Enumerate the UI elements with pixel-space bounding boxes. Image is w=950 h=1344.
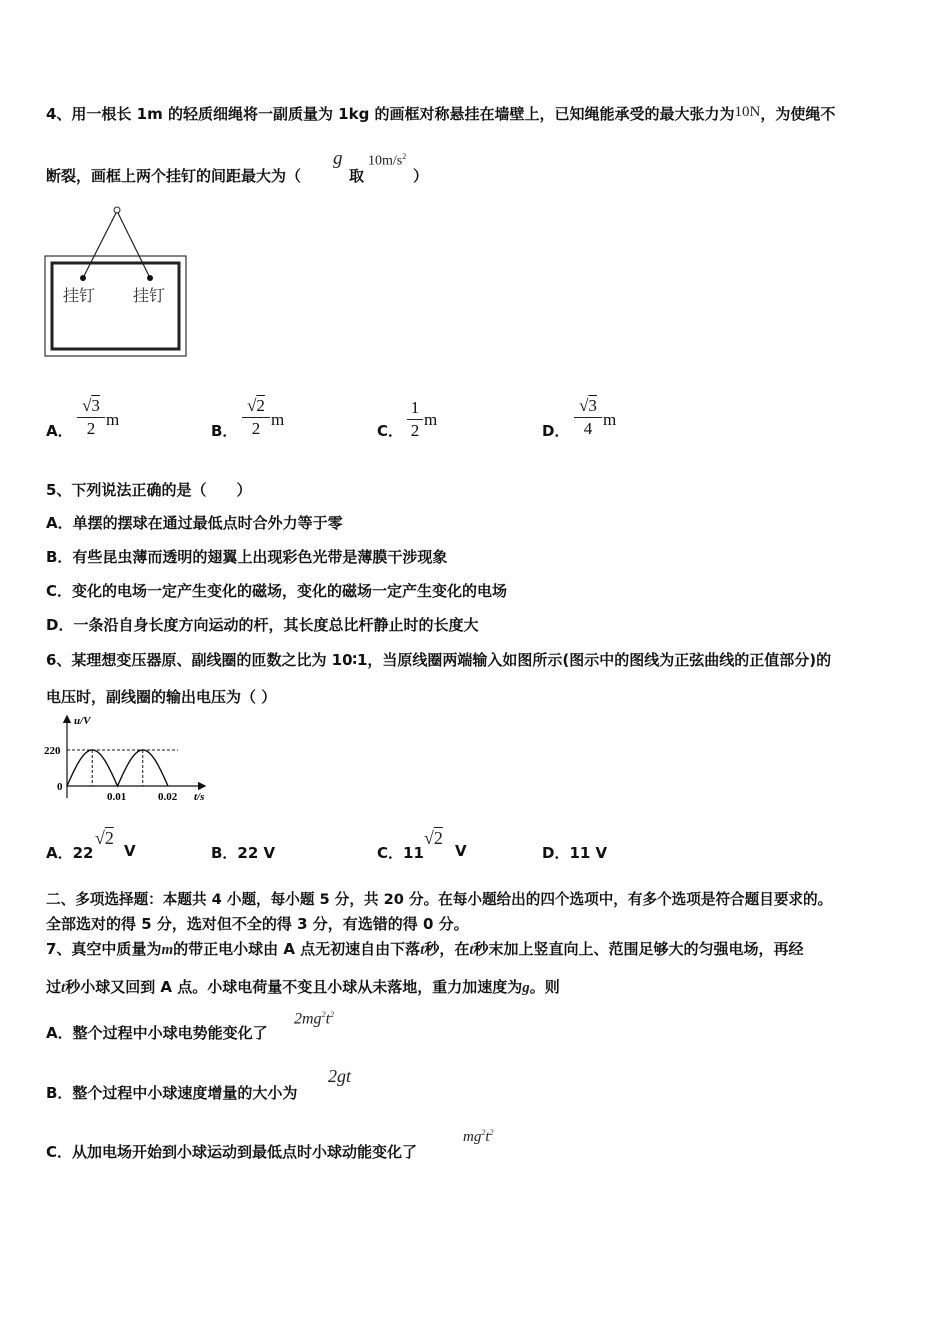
- q5-stem: 5、下列说法正确的是（ ）: [46, 481, 252, 499]
- q7-l1c: 秒，在: [424, 940, 470, 958]
- q6-option-c-radical: √2: [424, 828, 443, 848]
- q4-g-value-text: 10m/s: [368, 153, 403, 169]
- q4-option-a-label[interactable]: A．: [46, 422, 73, 440]
- q4-take: 取: [349, 167, 365, 185]
- expr: 2mg: [294, 1010, 322, 1028]
- q6-option-c-unit: V: [455, 842, 467, 860]
- t: t: [325, 1010, 331, 1028]
- q7-line2: [46, 976, 560, 997]
- section2-line2: 全部选对的得 5 分，选对但不全的得 3 分，有选错的得 0 分。: [46, 915, 469, 933]
- q4-option-a-unit: m: [106, 410, 120, 429]
- q4-option-d-label[interactable]: D．: [542, 422, 570, 440]
- q4-option-c-unit: m: [424, 410, 438, 429]
- q5-option-b[interactable]: B．有些昆虫薄而透明的翅翼上出现彩色光带是薄膜干涉现象: [46, 548, 448, 566]
- numerator: 1: [410, 398, 420, 417]
- denominator: 2: [251, 419, 261, 438]
- nail-label-right: 挂钉: [133, 286, 166, 305]
- q7-l1b: 的带正电小球由 A 点无初速自由下落: [173, 940, 421, 958]
- radical: √2: [247, 396, 265, 415]
- q7-l1d: 秒末加上竖直向上、范围足够大的匀强电场，再经: [473, 940, 804, 958]
- q7-option-b-expr: 2gt: [328, 1066, 352, 1086]
- q6-line2: 电压时，副线圈的输出电压为（ ）: [46, 688, 277, 706]
- q4-line2: [46, 165, 301, 186]
- q4-line1-end: ，为使绳不: [760, 105, 836, 123]
- exp1: 2: [481, 1128, 486, 1137]
- fraction-bar: [77, 417, 105, 418]
- radicand: 3: [588, 396, 597, 415]
- denominator: 4: [583, 419, 593, 438]
- nail-label-left: 挂钉: [63, 286, 96, 305]
- radical: √3: [82, 396, 100, 415]
- y-tick-220: 220: [44, 745, 61, 757]
- exp2: 2: [330, 1010, 335, 1019]
- q7-t1: t: [420, 942, 425, 958]
- q7-t3: t: [61, 980, 66, 996]
- hook: [114, 207, 120, 213]
- q7-t2: t: [469, 942, 474, 958]
- q4-option-d-unit: m: [603, 410, 617, 429]
- voltage-curve: [67, 750, 168, 786]
- radical: √3: [579, 396, 597, 415]
- q6-option-d[interactable]: D．11 V: [542, 844, 608, 862]
- expr: mg: [463, 1129, 482, 1145]
- q6-option-a-unit: V: [124, 842, 136, 860]
- q4-line1-text: 4、用一根长 1m 的轻质细绳将一副质量为 1kg 的画框对称悬挂在墙壁上，已知绳能承受的最大张力为: [46, 105, 735, 123]
- denominator: 2: [86, 419, 96, 438]
- q5-option-a[interactable]: A．单摆的摆球在通过最低点时合外力等于零: [46, 514, 343, 532]
- nail-left: [80, 275, 86, 281]
- t: t: [485, 1129, 490, 1145]
- q7-l2b: 秒小球又回到 A 点。小球电荷量不变且小球从未落地，重力加速度为: [65, 978, 523, 996]
- q7-option-b[interactable]: B．整个过程中小球速度增量的大小为: [46, 1084, 298, 1102]
- q7-l2a: 过: [46, 978, 62, 996]
- q4-line2-text: 断裂，画框上两个挂钉的间距最大为（: [46, 167, 302, 185]
- radicand: 2: [104, 828, 114, 848]
- inner-frame: [52, 263, 179, 349]
- fraction-bar: [242, 417, 270, 418]
- q7-option-a-expr: [294, 1010, 334, 1028]
- x-axis-label: t/s: [194, 791, 205, 803]
- q5-option-c[interactable]: C．变化的电场一定产生变化的磁场，变化的磁场一定产生变化的电场: [46, 582, 508, 600]
- q5-option-d[interactable]: D．一条沿自身长度方向运动的杆，其长度总比杆静止时的长度大: [46, 616, 479, 634]
- radicand: 3: [91, 396, 100, 415]
- q7-option-a[interactable]: A．整个过程中小球电势能变化了: [46, 1024, 268, 1042]
- exp1: 2: [321, 1010, 326, 1019]
- q6-option-a-radical: √2: [95, 828, 114, 848]
- q4-option-c-label[interactable]: C．: [377, 422, 404, 440]
- q4-tension: 10N: [734, 104, 761, 120]
- fraction-bar: [574, 417, 602, 418]
- q4-option-b-unit: m: [271, 410, 285, 429]
- q7-line1: [46, 938, 804, 959]
- q7-m: m: [161, 942, 174, 958]
- section2-line1: 二、多项选择题：本题共 4 小题，每小题 5 分，共 20 分。在每小题给出的四个选项中，有多个选项是符合题目要求的。: [46, 891, 833, 908]
- exp2: 2: [489, 1128, 494, 1137]
- q4-line1: [46, 103, 835, 124]
- q7-option-c[interactable]: C．从加电场开始到小球运动到最低点时小球动能变化了: [46, 1143, 418, 1161]
- q6-option-a-label[interactable]: A．22: [46, 844, 94, 862]
- nail-right: [147, 275, 153, 281]
- q4-option-a-value: [77, 396, 105, 439]
- q6-voltage-chart: [40, 712, 215, 812]
- q7-l2c: 。则: [529, 978, 560, 996]
- radicand: 2: [256, 396, 265, 415]
- q7-option-c-expr: [463, 1128, 494, 1146]
- fraction-bar: [407, 419, 423, 420]
- q4-option-c-value: [407, 398, 423, 441]
- q4-g-exp: 2: [402, 152, 407, 161]
- q7-l1a: 7、真空中质量为: [46, 940, 162, 958]
- radicand: 2: [433, 828, 443, 848]
- q4-close-paren: ）: [413, 167, 429, 185]
- q4-option-b-value: [242, 396, 270, 439]
- x-tick-002: 0.02: [158, 791, 178, 803]
- denominator: 2: [410, 421, 420, 440]
- origin-label: 0: [57, 781, 63, 793]
- y-axis-label: u/V: [74, 715, 91, 727]
- q6-option-c-label[interactable]: C．11: [377, 844, 424, 862]
- q6-option-b[interactable]: B．22 V: [211, 844, 276, 862]
- q6-line1: 6、某理想变压器原、副线圈的匝数之比为 10∶1，当原线圈两端输入如图所示(图示中的图线为正弦曲线的正值部分)的: [46, 651, 832, 669]
- q4-option-d-value: [574, 396, 602, 439]
- q7-g: g: [522, 980, 530, 996]
- x-tick-001: 0.01: [107, 791, 127, 803]
- q4-option-b-label[interactable]: B．: [211, 422, 238, 440]
- q4-g-symbol: g: [333, 148, 343, 169]
- q4-g-value: [368, 152, 406, 170]
